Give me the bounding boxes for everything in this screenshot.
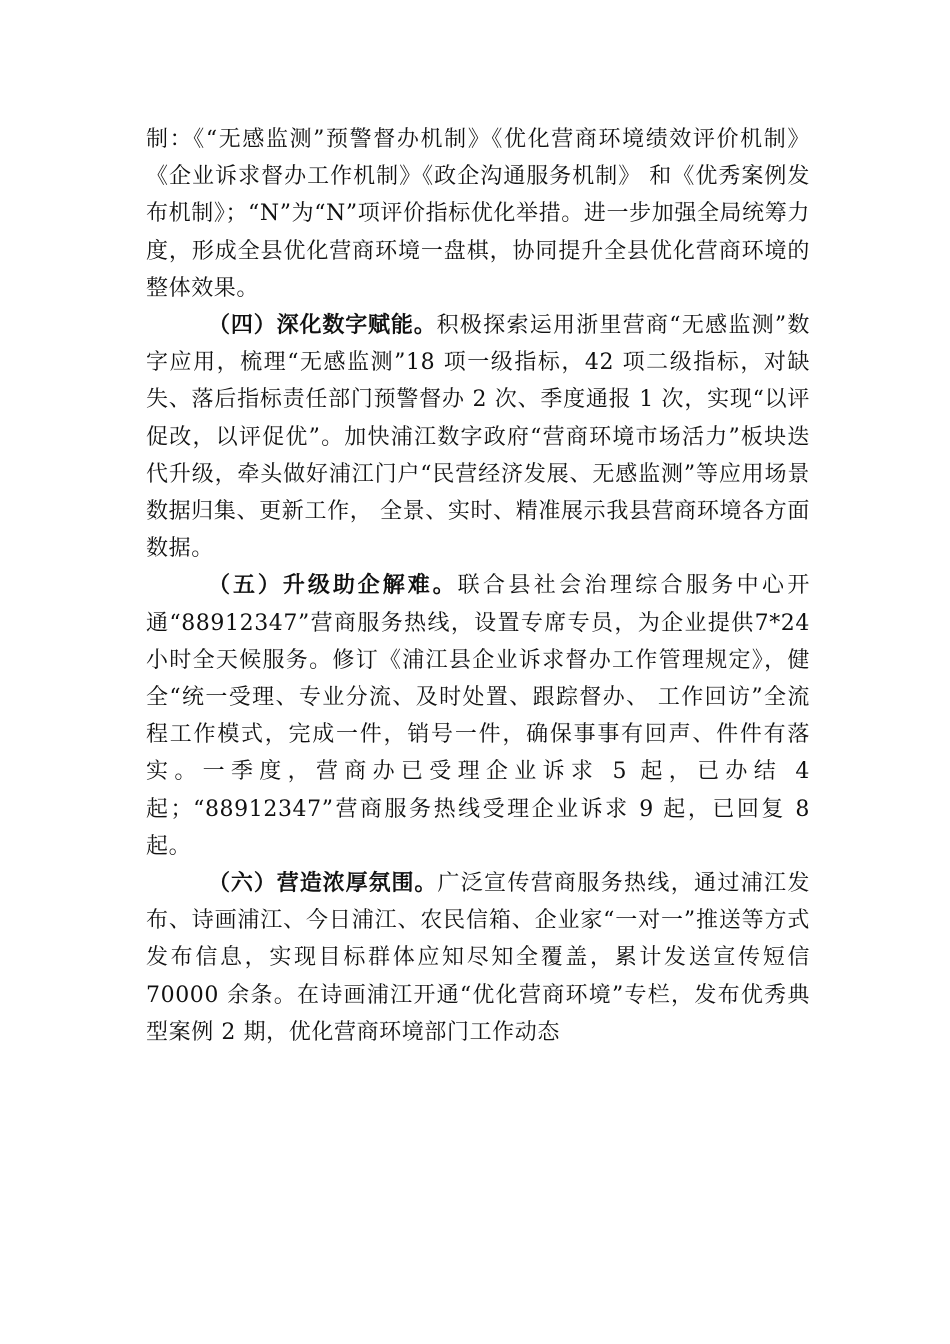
paragraph-text: 制：《“无感监测”预警督办机制》《优化营商环境绩效评价机制》《企业诉求督办工作机制》《政企沟通服务机制》 和《优秀案例发布机制》；“N”为“N”项评价指标优化举措。进一步加强全局统筹力度，形成全县优化营商环境一盘棋，协同提升全县优化营商环境的整体效果。 [146,127,810,301]
paragraph-text: 广泛宣传营商服务热线，通过浦江发布、诗画浦江、今日浦江、农民信箱、企业家“一对一”推送等方式发布信息，实现目标群体应知尽知全覆盖，累计发送宣传短信 70000 余条。在诗画浦江开通“优化营商环境”专栏，发布优秀典型案例 2 期，优化营商环境部门工作动态 [146,871,810,1045]
paragraph-text: 积极探索运用浙里营商“无感监测”数字应用，梳理“无感监测”18 项一级指标，42 项二级指标，对缺失、落后指标责任部门预警督办 2 次、季度通报 1 次，实现“以评促改，以评促优”。加快浦江数字政府“营商环境市场活力”板块迭代升级，牵头做好浦江门户“民营经济发展、无感监测”等应用场景数据归集、更新工作， 全景、实时、精准展示我县营商环境各方面数据。 [146,313,810,562]
section-heading-6: （六）营造浓厚氛围。 [208,871,438,897]
paragraph-mechanisms [146,121,810,307]
paragraph-enterprise-support [146,567,810,865]
section-heading-5: （五）升级助企解难。 [208,573,458,599]
document-body [146,121,810,1051]
paragraph-text: 联合县社会治理综合服务中心开通“88912347”营商服务热线，设置专席专员，为企业提供7*24 小时全天候服务。修订《浦江县企业诉求督办工作管理规定》，健全“统一受理、专业分流、及时处置、跟踪督办、 工作回访”全流程工作模式，完成一件，销号一件，确保事事有回声、件件有落实。一季度，营商办已受理企业诉求 5 起，已办结 4 起；“88912347”营商服务热线受理企业诉求 9 起，已回复 8 起。 [146,573,810,859]
section-heading-4: （四）深化数字赋能。 [208,313,437,339]
paragraph-atmosphere [146,865,810,1051]
paragraph-digital-empowerment [146,307,810,567]
